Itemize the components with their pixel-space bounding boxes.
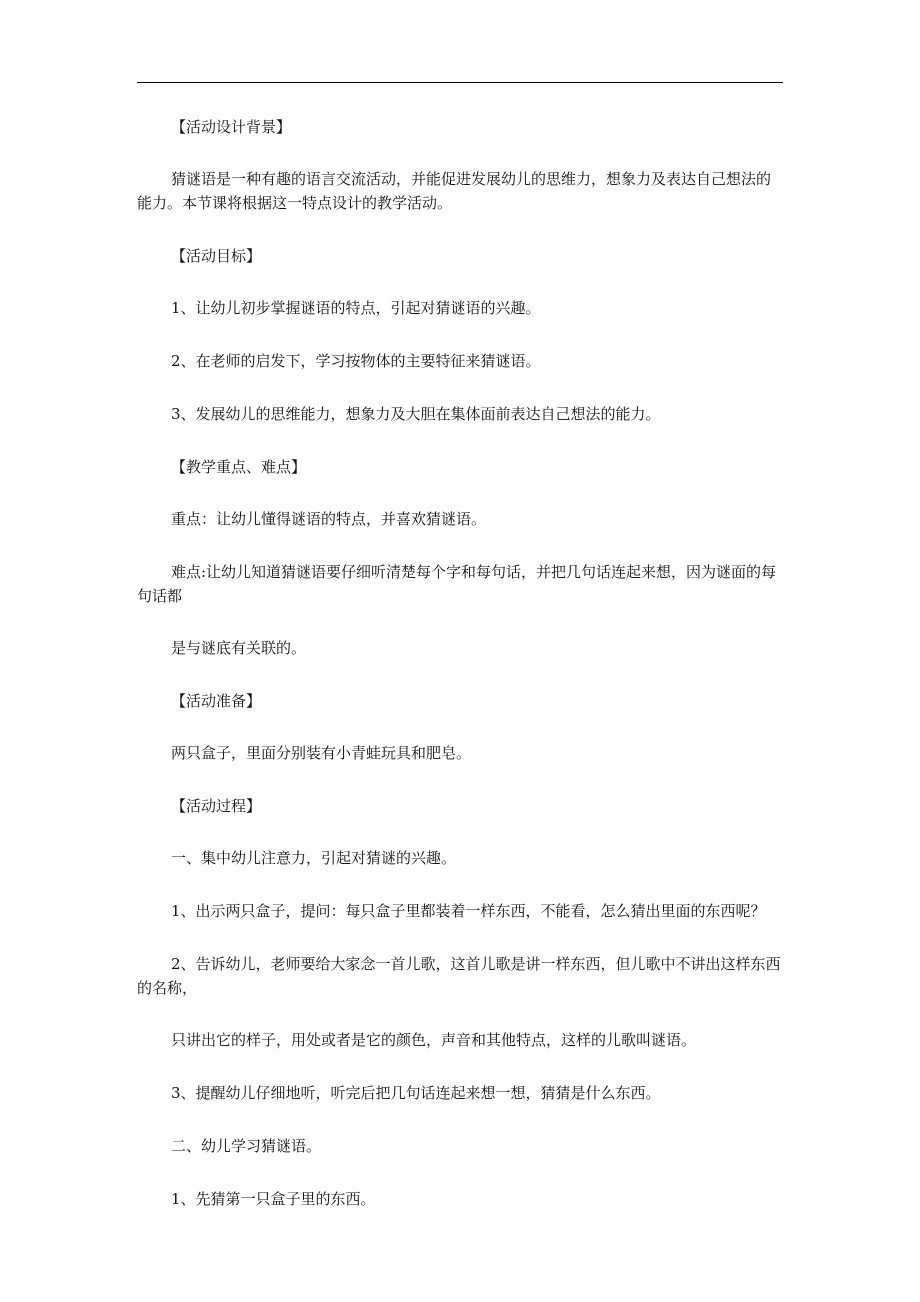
goal-item-1: 1、让幼儿初步掌握谜语的特点，引起对猜谜语的兴趣。	[171, 299, 541, 317]
process-step-one-item-1: 1、出示两只盒子，提问：每只盒子里都装着一样东西，不能看，怎么猜出里面的东西呢？	[171, 902, 766, 920]
paragraph-background: 猜谜语是一种有趣的语言交流活动，并能促进发展幼儿的思维力，想象力及表达自己想法的能力。本节课将根据这一特点设计的教学活动。	[137, 170, 772, 212]
paragraph-key-point: 重点：让幼儿懂得谜语的特点，并喜欢猜谜语。	[171, 510, 487, 528]
paragraph-difficulty: 难点:让幼儿知道猜谜语要仔细听清楚每个字和每句话，并把几句话连起来想，因为谜面的每句话都	[137, 563, 777, 605]
process-step-one-item-2-continued: 只讲出它的样子，用处或者是它的颜色，声音和其他特点，这样的儿歌叫谜语。	[171, 1031, 697, 1049]
goal-item-2: 2、在老师的启发下，学习按物体的主要特征来猜谜语。	[171, 352, 541, 370]
process-step-two: 二、幼儿学习猜谜语。	[171, 1137, 322, 1155]
section-heading-preparation: 【活动准备】	[171, 692, 262, 710]
section-heading-key-points: 【教学重点、难点】	[171, 458, 307, 476]
paragraph-difficulty-continued: 是与谜底有关联的。	[171, 639, 307, 657]
process-step-one: 一、集中幼儿注意力，引起对猜谜的兴趣。	[171, 849, 457, 867]
goal-item-3: 3、发展幼儿的思维能力，想象力及大胆在集体面前表达自己想法的能力。	[171, 405, 661, 423]
process-step-one-item-3: 3、提醒幼儿仔细地听，听完后把几句话连起来想一想，猜猜是什么东西。	[171, 1084, 661, 1102]
section-heading-background: 【活动设计背景】	[171, 118, 292, 136]
header-rule	[137, 82, 783, 83]
section-heading-process: 【活动过程】	[171, 797, 262, 815]
process-step-two-item-1: 1、先猜第一只盒子里的东西。	[171, 1190, 376, 1208]
paragraph-preparation: 两只盒子，里面分别装有小青蛙玩具和肥皂。	[171, 744, 472, 762]
section-heading-goals: 【活动目标】	[171, 247, 262, 265]
process-step-one-item-2: 2、告诉幼儿，老师要给大家念一首儿歌，这首儿歌是讲一样东西，但儿歌中不讲出这样东西的名称，	[137, 955, 781, 997]
document-body	[137, 115, 783, 1211]
